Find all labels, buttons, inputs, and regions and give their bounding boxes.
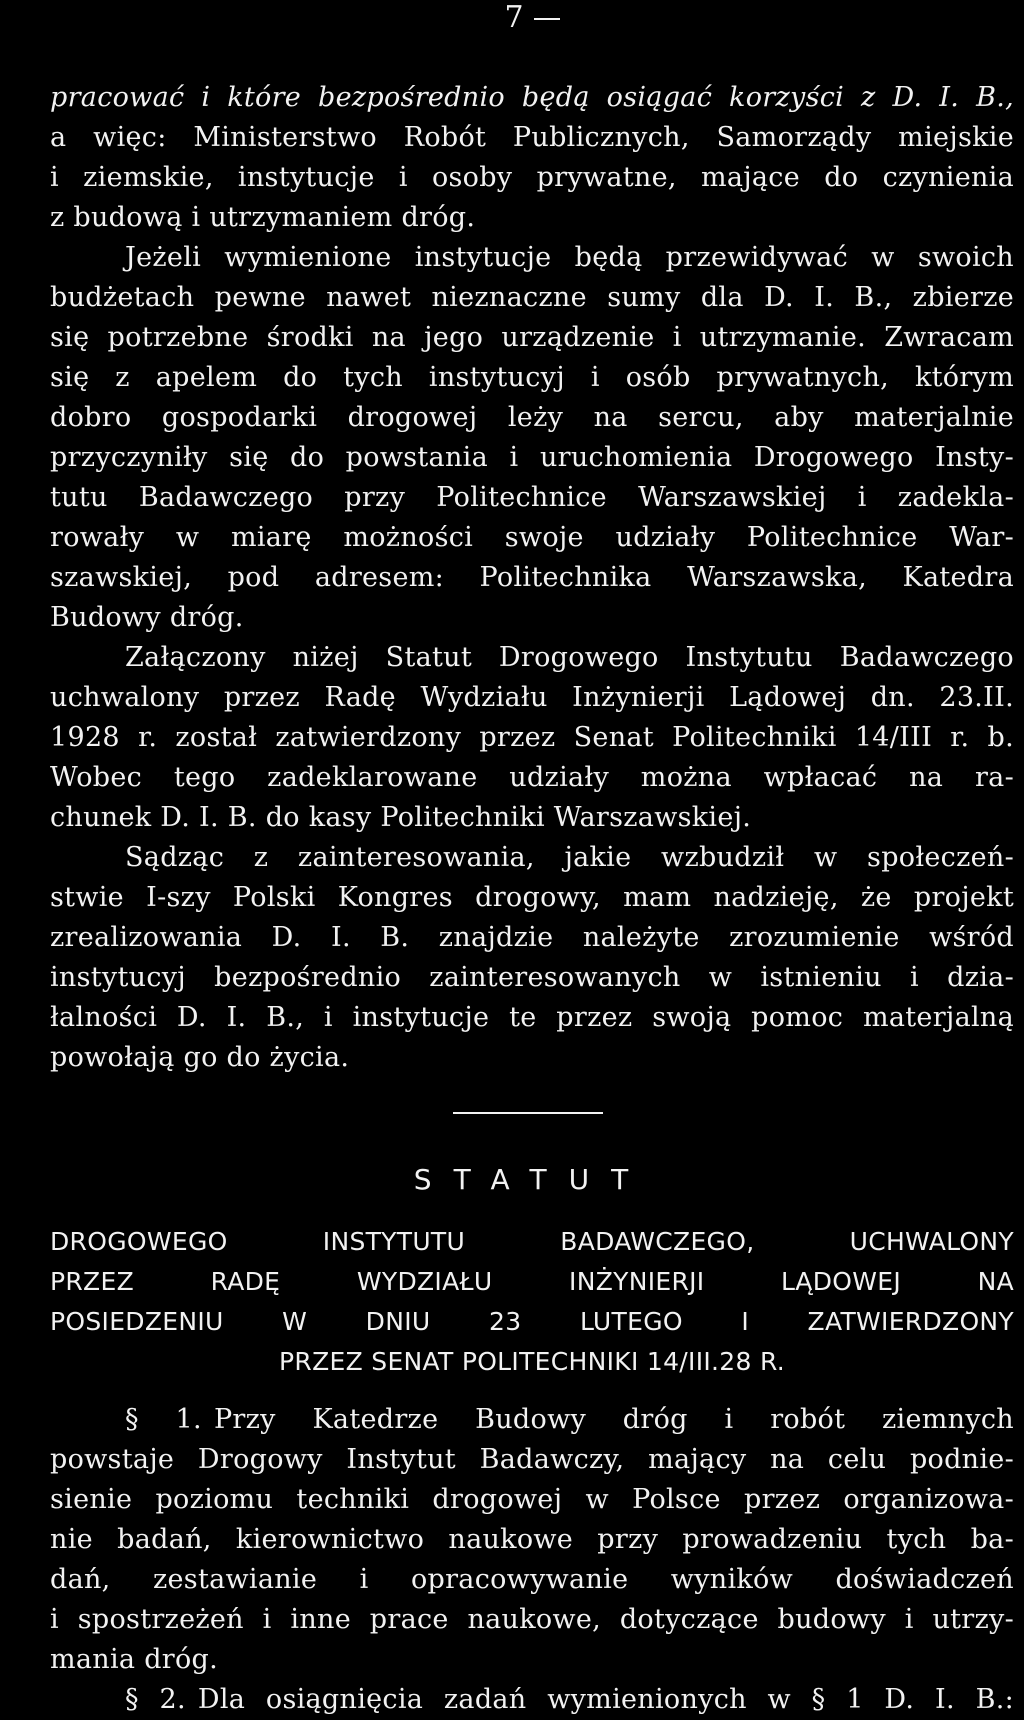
section-first-line — [50, 1400, 1014, 1440]
section-mark: § 2. — [125, 1684, 186, 1715]
paragraph-line: powołają go do życia. — [50, 1042, 350, 1073]
page-number-value: 7 — [504, 0, 524, 35]
paragraph-line: Budowy dróg. — [50, 602, 244, 633]
statut-section-2 — [50, 1680, 1014, 1720]
section-line: sienie poziomu techniki drogowej w Polsce przez organizowa- — [50, 1484, 1014, 1515]
body-text — [50, 78, 1014, 1720]
statut-heading-line: POSIEDZENIU W DNIU 23 LUTEGO I ZATWIERDZONY — [50, 1307, 1014, 1336]
paragraph-line: i ziemskie, instytucje i osoby prywatne, mające do czynienia — [50, 162, 1014, 193]
paragraph-line: chunek D. I. B. do kasy Politechniki Warszawskiej. — [50, 802, 752, 833]
page-number-dash — [534, 18, 560, 20]
statut-section-1 — [50, 1400, 1014, 1680]
section-line: dań, zestawianie i opracowywanie wyników doświadczeń — [50, 1564, 1014, 1595]
paragraph-line: zrealizowania D. I. B. znajdzie należyte zrozumienie wśród — [50, 922, 1014, 953]
divider-rule — [453, 1112, 603, 1114]
paragraph-line: Jeżeli wymienione instytucje będą przewidywać w swoich — [125, 242, 1014, 273]
paragraph-line: dobro gospodarki drogowej leży na sercu, aby materjalnie — [50, 402, 1014, 433]
paragraph-line: rowały w miarę możności swoje udziały Politechnice War- — [50, 522, 1014, 553]
paragraph-3 — [50, 638, 1014, 838]
paragraph-line: a więc: Ministerstwo Robót Publicznych, Samorządy miejskie — [50, 122, 1014, 153]
paragraph-line: stwie I-szy Polski Kongres drogowy, mam nadzieję, że projekt — [50, 882, 1014, 913]
section-line: mania dróg. — [50, 1644, 219, 1675]
paragraph-line: tutu Badawczego przy Politechnice Warszawskiej i zadekla- — [50, 482, 1014, 513]
section-first-line — [50, 1680, 1014, 1720]
statut-heading — [50, 1222, 1014, 1382]
section-mark: § 1. — [125, 1404, 202, 1435]
paragraph-line: 1928 r. został zatwierdzony przez Senat Politechniki 14/III r. b. — [50, 722, 1014, 753]
section-line: Dla osiągnięcia zadań wymienionych w § 1 D. I. B.: — [197, 1684, 1014, 1715]
paragraph-line: uchwalony przez Radę Wydziału Inżynierji Lądowej dn. 23.II. — [50, 682, 1014, 713]
paragraph-line: Załączony niżej Statut Drogowego Instytutu Badawczego — [125, 642, 1014, 673]
section-line: powstaje Drogowy Instytut Badawczy, mający na celu podnie- — [50, 1444, 1014, 1475]
page-number — [0, 0, 1024, 36]
paragraph-line: przyczyniły się do powstania i uruchomienia Drogowego Insty- — [50, 442, 1014, 473]
paragraph-line: z budową i utrzymaniem dróg. — [50, 202, 476, 233]
paragraph-line: instytucyj bezpośrednio zainteresowanych w istnieniu i dzia- — [50, 962, 1014, 993]
section-divider — [50, 1112, 1014, 1122]
statut-heading-line: DROGOWEGO INSTYTUTU BADAWCZEGO, UCHWALONY — [50, 1227, 1014, 1256]
section-line: nie badań, kierownictwo naukowe przy prowadzeniu tych ba- — [50, 1524, 1014, 1555]
paragraph-line: łalności D. I. B., i instytucje te przez swoją pomoc materjalną — [50, 1002, 1014, 1033]
statut-heading-line: PRZEZ RADĘ WYDZIAŁU INŻYNIERJI LĄDOWEJ NA — [50, 1267, 1014, 1296]
paragraph-line: się z apelem do tych instytucyj i osób prywatnych, którym — [50, 362, 1014, 393]
statut-heading-line: PRZEZ SENAT POLITECHNIKI 14/III.28 R. — [279, 1347, 785, 1376]
paragraph-2 — [50, 238, 1014, 638]
paragraph-line: budżetach pewne nawet nieznaczne sumy dla D. I. B., zbierze — [50, 282, 1014, 313]
paragraph-line: Wobec tego zadeklarowane udziały można wpłacać na ra- — [50, 762, 1014, 793]
section-line: i spostrzeżeń i inne prace naukowe, dotyczące budowy i utrzy- — [50, 1604, 1014, 1635]
section-line: Przy Katedrze Budowy dróg i robót ziemnych — [213, 1404, 1014, 1435]
statut-title: STATUT — [413, 1163, 651, 1196]
paragraph-line: szawskiej, pod adresem: Politechnika Warszawska, Katedra — [50, 562, 1014, 593]
paragraph-line: pracować i które bezpośrednio będą osiągać korzyści z D. I. B., — [50, 82, 1014, 113]
paragraph-line: się potrzebne środki na jego urządzenie i utrzymanie. Zwracam — [50, 322, 1014, 353]
paragraph-line: Sądząc z zainteresowania, jakie wzbudził w społeczeń- — [125, 842, 1014, 873]
paragraph-4 — [50, 838, 1014, 1078]
paragraph-1 — [50, 78, 1014, 238]
